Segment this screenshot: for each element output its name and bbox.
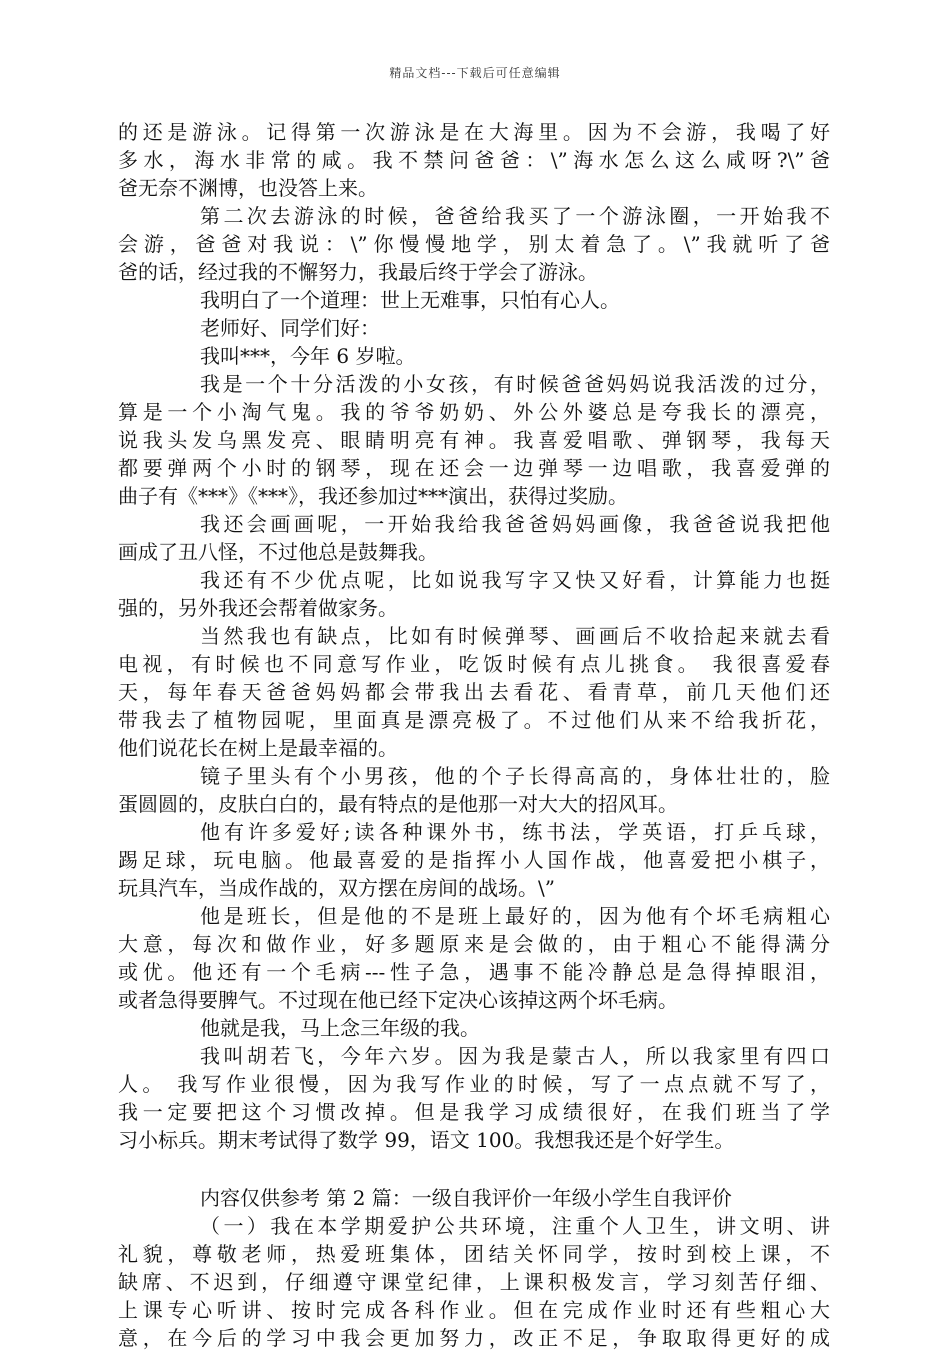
text-line: 我还会画画呢，一开始我给我爸爸妈妈画像，我爸爸说我把他: [200, 512, 830, 536]
text-line: 我明白了一个道理：世上无难事，只怕有心人。: [200, 288, 620, 312]
text-line: 算是一个小淘气鬼。我的爷爷奶奶、外公外婆总是夸我长的漂亮，: [118, 400, 830, 424]
text-line: 意，在今后的学习中我会更加努力，改正不足，争取取得更好的成: [118, 1326, 830, 1350]
page-header: 精品文档---下载后可任意编辑: [389, 66, 561, 80]
text-line: 爸的话，经过我的不懈努力，我最后终于学会了游泳。: [118, 260, 598, 284]
paragraph: [118, 566, 830, 622]
text-line: 当然我也有缺点，比如有时候弹琴、画画后不收拾起来就去看: [200, 624, 830, 648]
paragraph: [118, 1014, 830, 1042]
document-body: [118, 118, 830, 1352]
text-line: 踢足球，玩电脑。他最喜爱的是指挥小人国作战，他喜爱把小棋子，: [118, 848, 830, 872]
text-line: 带我去了植物园呢，里面真是漂亮极了。不过他们从来不给我折花，: [118, 708, 830, 732]
text-line: 习小标兵。期末考试得了数学 99，语文 100。我想我还是个好学生。: [118, 1128, 735, 1152]
text-line: 蛋圆圆的，皮肤白白的，最有特点的是他那一对大大的招风耳。: [118, 792, 678, 816]
text-line: 第二次去游泳的时候，爸爸给我买了一个游泳圈，一开始我不: [200, 204, 830, 228]
text-line: 爸无奈不渊博，也没答上来。: [118, 176, 378, 200]
text-line: 我叫胡若飞，今年六岁。因为我是蒙古人，所以我家里有四口: [200, 1044, 830, 1068]
paragraph: [118, 622, 830, 762]
text-line: 人。 我写作业很慢，因为我写作业的时候，写了一点点就不写了，: [118, 1072, 830, 1096]
paragraph: [118, 342, 830, 370]
text-line: 上课专心听讲、按时完成各科作业。但在完成作业时还有些粗心大: [118, 1298, 830, 1322]
paragraph: [118, 314, 830, 342]
text-line: 我一定要把这个习惯改掉。但是我学习成绩很好，在我们班当了学: [118, 1100, 830, 1124]
text-line: 镜子里头有个小男孩，他的个子长得高高的，身体壮壮的，脸: [200, 764, 830, 788]
paragraph: [118, 118, 830, 202]
paragraph: [118, 370, 830, 510]
text-line: 我是一个十分活泼的小女孩，有时候爸爸妈妈说我活泼的过分，: [200, 372, 830, 396]
text-line: 他们说花长在树上是最幸福的。: [118, 736, 398, 760]
text-line: 曲子有《***》《***》，我还参加过***演出，获得过奖励。: [118, 484, 628, 508]
text-line: 缺席、不迟到，仔细遵守课堂纪律，上课积极发言，学习刻苦仔细、: [118, 1270, 830, 1294]
text-line: 画成了丑八怪，不过他总是鼓舞我。: [118, 540, 438, 564]
paragraph: [118, 818, 830, 902]
text-line: 他是班长，但是他的不是班上最好的，因为他有个坏毛病粗心: [200, 904, 830, 928]
text-line: 说我头发乌黑发亮、眼睛明亮有神。我喜爱唱歌、弹钢琴，我每天: [118, 428, 830, 452]
paragraph: [118, 762, 830, 818]
paragraph: [118, 286, 830, 314]
paragraph: [118, 902, 830, 1014]
text-line: 我叫***，今年 6 岁啦。: [200, 344, 416, 368]
text-line: 的还是游泳。记得第一次游泳是在大海里。因为不会游，我喝了好: [118, 120, 830, 144]
text-line: 会游，爸爸对我说：\”你慢慢地学，别太着急了。\”我就听了爸: [118, 232, 830, 256]
text-line: 礼貌，尊敬老师，热爱班集体，团结关怀同学，按时到校上课，不: [118, 1242, 830, 1266]
text-line: 或者急得要脾气。不过现在他已经下定决心该掉这两个坏毛病。: [118, 988, 678, 1012]
text-line: 电视，有时候也不同意写作业，吃饭时候有点儿挑食。 我很喜爱春: [118, 652, 830, 676]
text-line: 强的，另外我还会帮着做家务。: [118, 596, 398, 620]
text-line: 天，每年春天爸爸妈妈都会带我出去看花、看青草，前几天他们还: [118, 680, 830, 704]
text-line: （一）我在本学期爱护公共环境，注重个人卫生，讲文明、讲: [200, 1214, 830, 1238]
text-line: 多水，海水非常的咸。我不禁问爸爸：\”海水怎么这么咸呀?\”爸: [118, 148, 830, 172]
paragraph: [118, 202, 830, 286]
text-line: 大意，每次和做作业，好多题原来是会做的，由于粗心不能得满分: [118, 932, 830, 956]
text-line: 或优。他还有一个毛病---性子急，遇事不能冷静总是急得掉眼泪，: [118, 960, 830, 984]
paragraph: [118, 1212, 830, 1352]
text-line: 老师好、同学们好：: [200, 316, 380, 340]
text-line: 玩具汽车，当成作战的，双方摆在房间的战场。\”: [118, 876, 555, 900]
text-line: 都要弹两个小时的钢琴，现在还会一边弹琴一边唱歌，我喜爱弹的: [118, 456, 830, 480]
text-line: 他就是我，马上念三年级的我。: [200, 1016, 480, 1040]
text-line: 我还有不少优点呢，比如说我写字又快又好看，计算能力也挺: [200, 568, 830, 592]
text-line: 他有许多爱好;读各种课外书，练书法，学英语，打乒乓球，: [200, 820, 830, 844]
paragraph: [118, 510, 830, 566]
text-line: 内容仅供参考 第 2 篇：一级自我评价一年级小学生自我评价: [200, 1186, 732, 1210]
paragraph: [118, 1042, 830, 1154]
paragraph: [118, 1184, 830, 1212]
